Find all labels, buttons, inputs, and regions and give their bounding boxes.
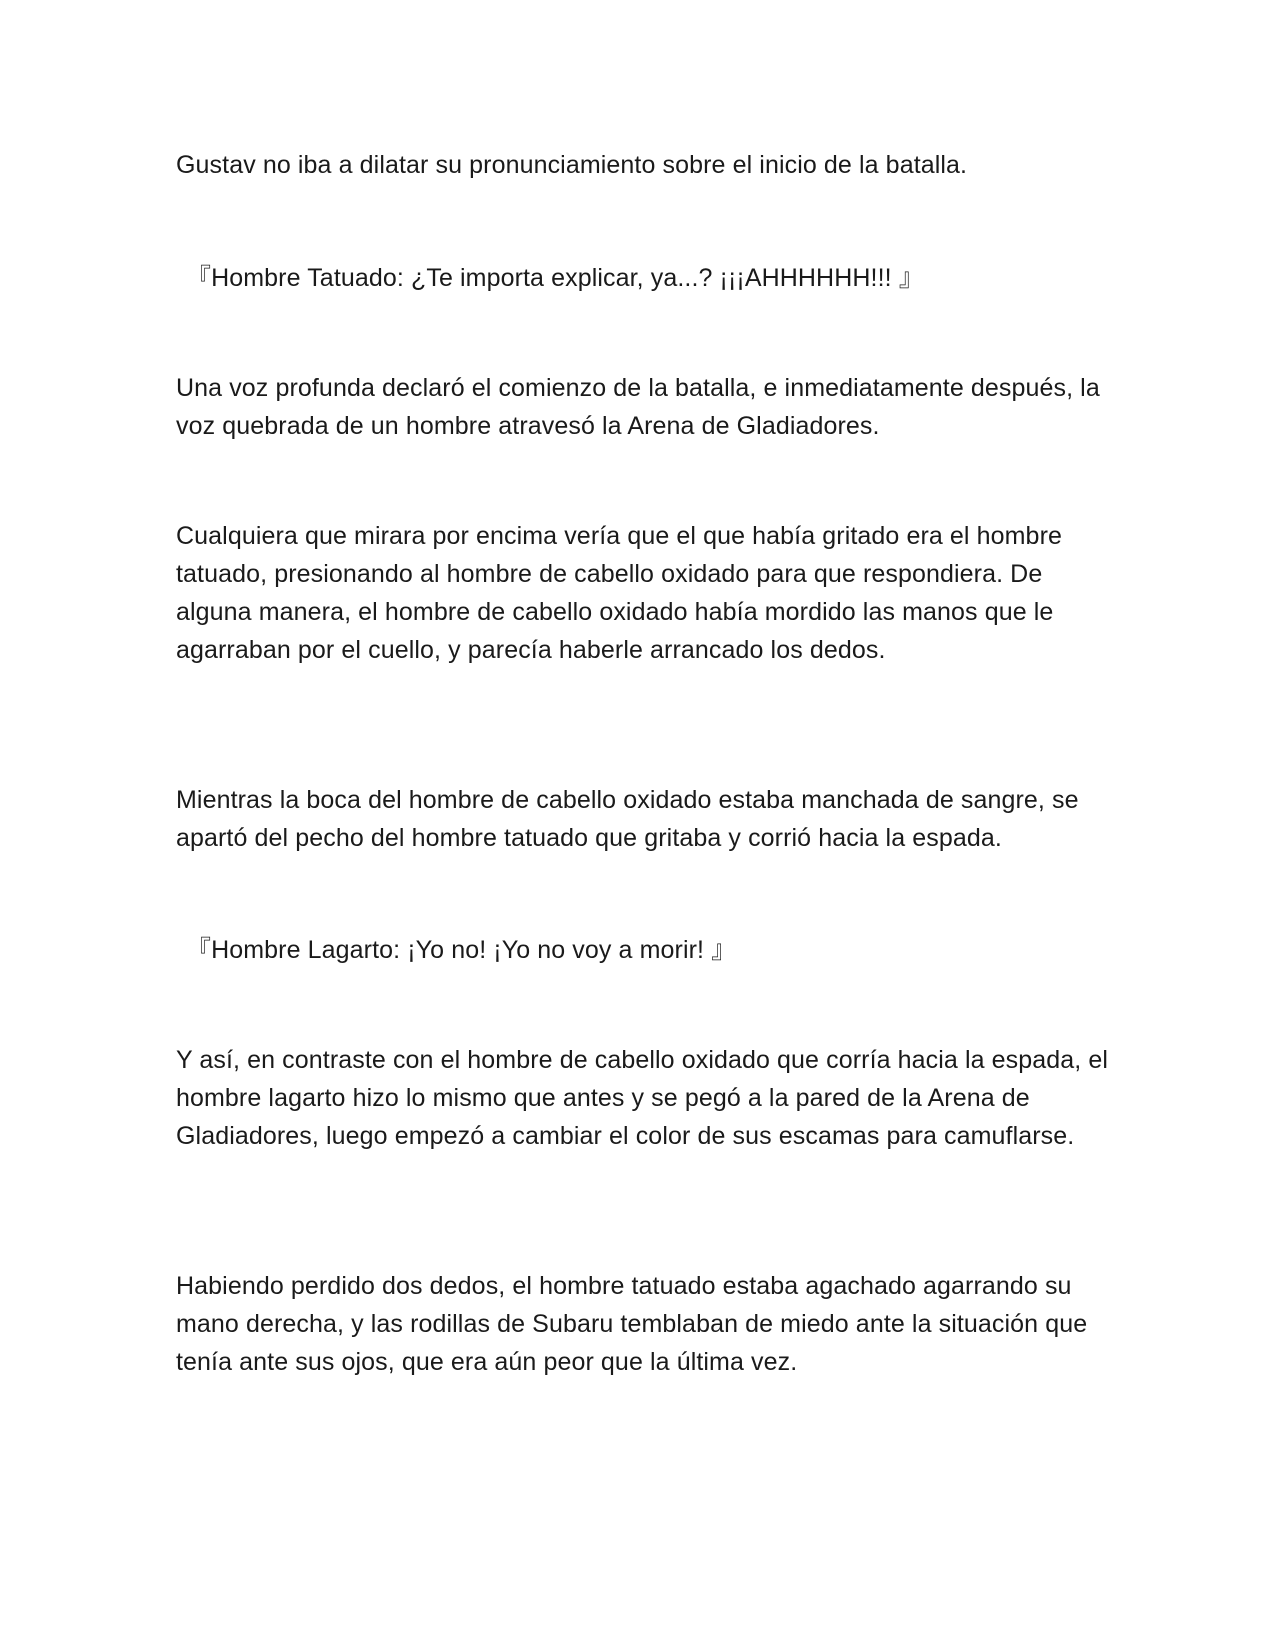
- paragraph-narration: Mientras la boca del hombre de cabello oxidado estaba manchada de sangre, se apartó del pecho del hombre tatuado que gritaba y corrió hacia la espada.: [176, 786, 1079, 852]
- paragraph-narration: Una voz profunda declaró el comienzo de la batalla, e inmediatamente después, la voz quebrada de un hombre atravesó la Arena de Gladiadores.: [176, 374, 1100, 440]
- paragraph-narration: Gustav no iba a dilatar su pronunciamiento sobre el inicio de la batalla.: [176, 151, 968, 179]
- paragraph-dialogue-tattooed-man: 『Hombre Tatuado: ¿Te importa explicar, ya...? ¡¡¡AHHHHHH!!! 』: [186, 264, 924, 292]
- paragraph-dialogue-lizard-man: 『Hombre Lagarto: ¡Yo no! ¡Yo no voy a morir! 』: [186, 936, 737, 964]
- paragraph-narration: Y así, en contraste con el hombre de cabello oxidado que corría hacia la espada, el hombre lagarto hizo lo mismo que antes y se pegó a la pared de la Arena de Gladiadores, luego empezó a cambiar el color de sus escamas para camuflarse.: [176, 1046, 1109, 1150]
- paragraph-narration: Habiendo perdido dos dedos, el hombre tatuado estaba agachado agarrando su mano derecha, y las rodillas de Subaru temblaban de miedo ante la situación que tenía ante sus ojos, que era aún peor que la última vez.: [176, 1272, 1088, 1376]
- paragraph-narration: Cualquiera que mirara por encima vería que el que había gritado era el hombre tatuado, presionando al hombre de cabello oxidado para que respondiera. De alguna manera, el hombre de cabello oxidado había mordido las manos que le agarraban por el cuello, y parecía haberle arrancado los dedos.: [176, 522, 1062, 664]
